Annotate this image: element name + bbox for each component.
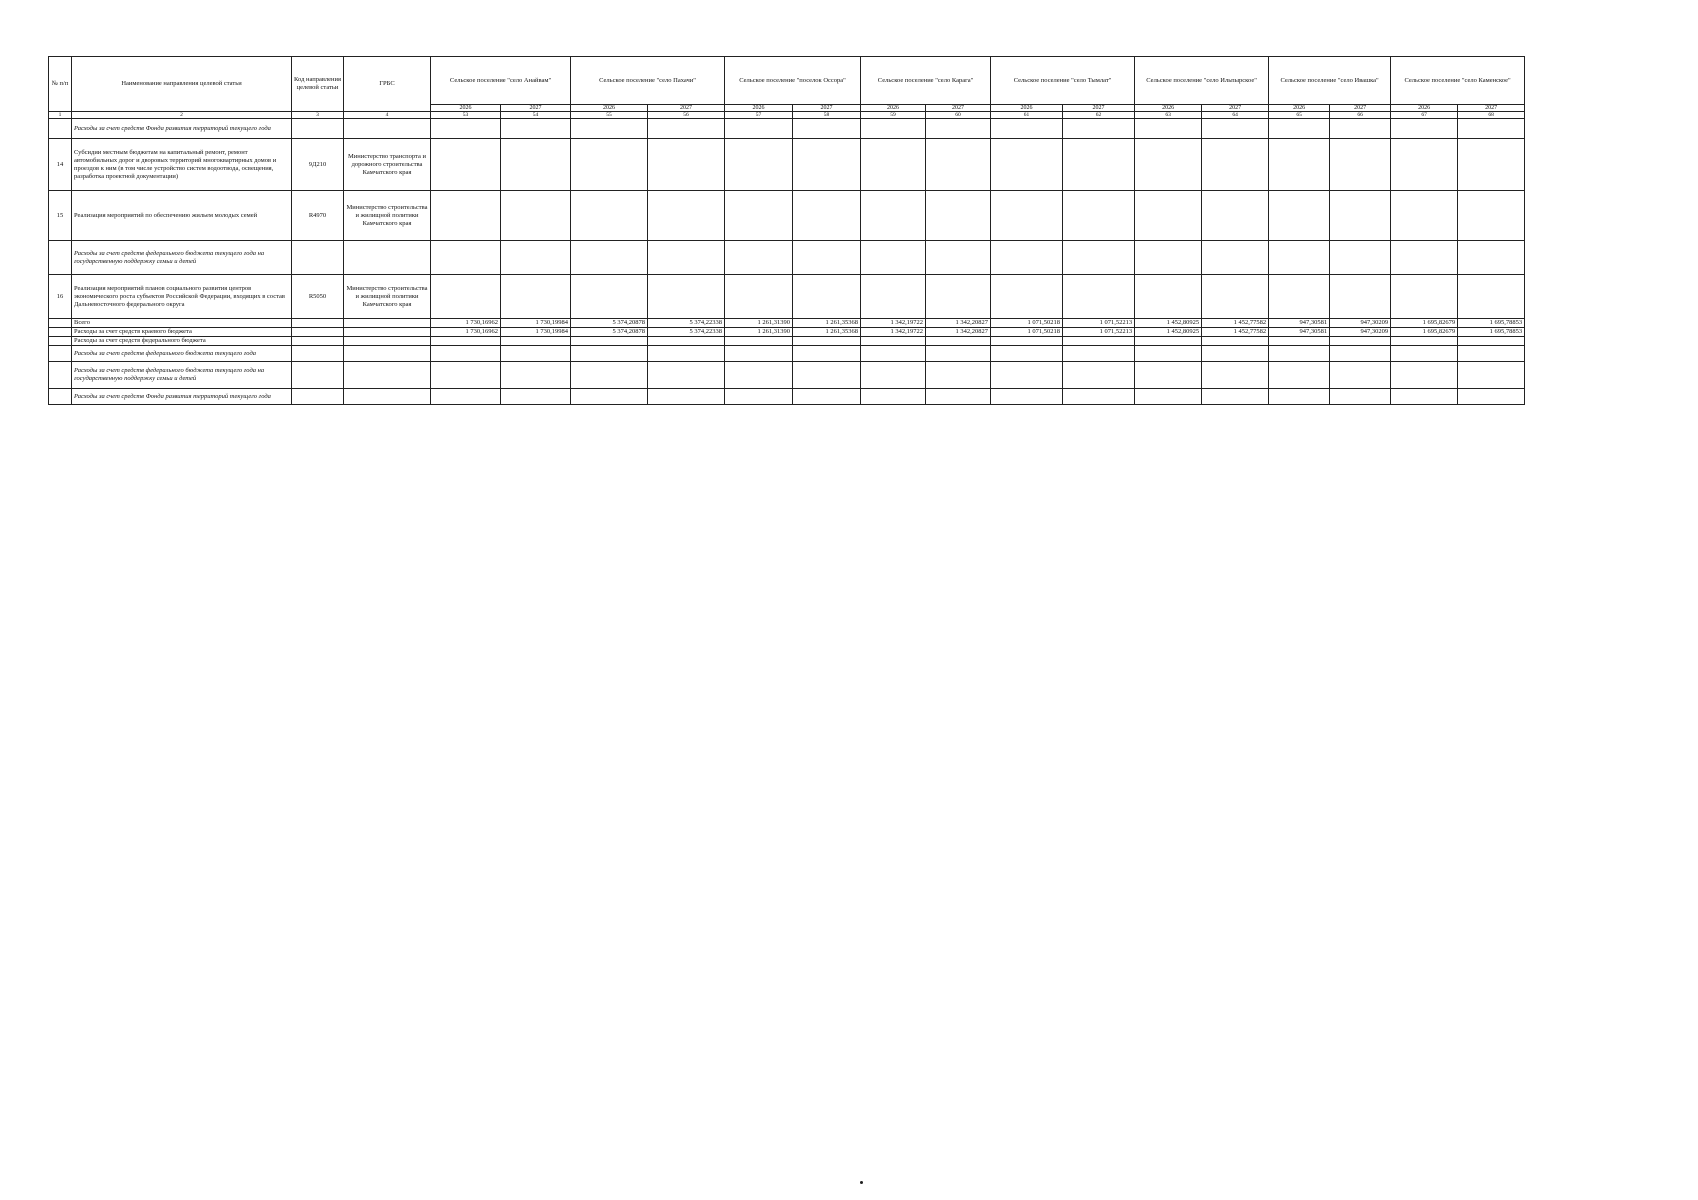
header-year: 2027 — [1458, 105, 1525, 112]
row-value: 1 261,31390 — [725, 319, 793, 328]
row-value — [725, 275, 793, 319]
header-name: Наименование направления целевой статьи — [72, 57, 292, 112]
row-value — [571, 191, 648, 241]
row-value — [1391, 139, 1458, 191]
row-value — [431, 346, 501, 362]
row-code: R5050 — [292, 275, 344, 319]
row-value — [1202, 139, 1269, 191]
row-value: 1 695,82679 — [1391, 328, 1458, 337]
header-index: 68 — [1458, 112, 1525, 119]
row-code — [292, 319, 344, 328]
table-row — [49, 191, 1525, 241]
row-value — [991, 275, 1063, 319]
row-value — [1458, 362, 1525, 389]
row-value — [991, 241, 1063, 275]
header-year: 2027 — [1063, 105, 1135, 112]
row-value — [991, 191, 1063, 241]
header-index: 2 — [72, 112, 292, 119]
row-grbs — [344, 241, 431, 275]
header-settlement: Сельское поселение "село Анайвам" — [431, 57, 571, 105]
row-value — [1202, 346, 1269, 362]
row-name: Субсидии местным бюджетам на капитальный ремонт, ремонт автомобильных дорог и дворовых территорий многоквартирных домов и проездов к ним (в том числе устройство систем водоотвода, освещения, разработка проектной документации) — [72, 139, 292, 191]
row-value — [1391, 337, 1458, 346]
row-value — [991, 389, 1063, 405]
row-value: 1 730,19984 — [501, 319, 571, 328]
row-value — [1330, 191, 1391, 241]
row-value — [725, 119, 793, 139]
row-value — [431, 275, 501, 319]
header-year: 2027 — [793, 105, 861, 112]
row-value: 1 071,52213 — [1063, 328, 1135, 337]
row-value — [1391, 362, 1458, 389]
row-value — [861, 139, 926, 191]
table-row — [49, 241, 1525, 275]
header-year: 2026 — [1269, 105, 1330, 112]
table-row — [49, 275, 1525, 319]
row-value — [861, 389, 926, 405]
row-value — [926, 139, 991, 191]
row-value — [571, 337, 648, 346]
row-value — [725, 362, 793, 389]
row-value: 5 374,22338 — [648, 328, 725, 337]
row-code: R4970 — [292, 191, 344, 241]
header-index: 63 — [1135, 112, 1202, 119]
table-row — [49, 346, 1525, 362]
row-value — [1391, 346, 1458, 362]
row-grbs — [344, 119, 431, 139]
row-value — [1269, 139, 1330, 191]
table-row — [49, 362, 1525, 389]
row-value — [1063, 139, 1135, 191]
page-mark — [860, 1181, 863, 1184]
row-value — [648, 119, 725, 139]
table-row — [49, 389, 1525, 405]
row-value — [926, 191, 991, 241]
row-value: 1 071,50218 — [991, 319, 1063, 328]
row-name: Расходы за счет средств федерального бюджета текущего года — [72, 346, 292, 362]
header-year: 2026 — [1135, 105, 1202, 112]
row-value — [725, 337, 793, 346]
row-value — [501, 241, 571, 275]
header-index: 53 — [431, 112, 501, 119]
row-name: Расходы за счет средств краевого бюджета — [72, 328, 292, 337]
row-value: 1 342,19722 — [861, 328, 926, 337]
row-value — [926, 362, 991, 389]
row-value — [1458, 337, 1525, 346]
row-value — [1063, 346, 1135, 362]
header-year: 2026 — [1391, 105, 1458, 112]
row-grbs — [344, 328, 431, 337]
row-value: 1 730,16962 — [431, 319, 501, 328]
row-name: Расходы за счет средств федерального бюджета текущего года на государственную поддержку семьи и детей — [72, 362, 292, 389]
row-value — [1458, 241, 1525, 275]
row-code — [292, 119, 344, 139]
table-row — [49, 139, 1525, 191]
row-value — [1330, 139, 1391, 191]
row-value — [793, 346, 861, 362]
header-index: 54 — [501, 112, 571, 119]
row-num — [49, 362, 72, 389]
row-value — [1330, 346, 1391, 362]
row-code — [292, 362, 344, 389]
header-settlement: Сельское поселение "село Ильпырское" — [1135, 57, 1269, 105]
table-row — [49, 319, 1525, 328]
header-index: 55 — [571, 112, 648, 119]
row-value — [501, 337, 571, 346]
row-value — [1063, 275, 1135, 319]
row-value — [926, 346, 991, 362]
row-value — [991, 119, 1063, 139]
row-value — [1458, 191, 1525, 241]
row-name: Расходы за счет средств федерального бюджета текущего года на государственную поддержку семьи и детей — [72, 241, 292, 275]
row-value — [1269, 337, 1330, 346]
header-num: № п/п — [49, 57, 72, 112]
header-index: 1 — [49, 112, 72, 119]
row-value — [501, 362, 571, 389]
header-year: 2026 — [571, 105, 648, 112]
header-year: 2026 — [725, 105, 793, 112]
row-value — [1063, 191, 1135, 241]
row-value — [1063, 337, 1135, 346]
row-value: 1 452,80925 — [1135, 328, 1202, 337]
row-value — [571, 275, 648, 319]
row-value — [1135, 337, 1202, 346]
row-value — [1135, 139, 1202, 191]
row-value — [1135, 346, 1202, 362]
header-settlement: Сельское поселение "село Тымлат" — [991, 57, 1135, 105]
header-grbs: ГРБС — [344, 57, 431, 112]
row-value — [571, 389, 648, 405]
row-value: 1 695,78853 — [1458, 328, 1525, 337]
row-value — [926, 337, 991, 346]
row-num — [49, 119, 72, 139]
row-value — [1269, 362, 1330, 389]
row-value — [1391, 119, 1458, 139]
row-value — [501, 191, 571, 241]
header-index: 67 — [1391, 112, 1458, 119]
row-value — [861, 241, 926, 275]
header-settlement: Сельское поселение "село Пахачи" — [571, 57, 725, 105]
header-year: 2026 — [991, 105, 1063, 112]
row-value — [1330, 241, 1391, 275]
row-value — [431, 362, 501, 389]
row-code — [292, 389, 344, 405]
row-num — [49, 337, 72, 346]
row-grbs — [344, 346, 431, 362]
header-year: 2027 — [1330, 105, 1391, 112]
row-num — [49, 241, 72, 275]
row-grbs — [344, 337, 431, 346]
row-value: 1 452,80925 — [1135, 319, 1202, 328]
row-value — [431, 389, 501, 405]
budget-table — [48, 56, 1525, 405]
row-value: 5 374,22338 — [648, 319, 725, 328]
row-value — [1202, 191, 1269, 241]
row-value: 1 342,20827 — [926, 328, 991, 337]
row-value — [1135, 389, 1202, 405]
header-year: 2026 — [431, 105, 501, 112]
row-value: 1 261,31390 — [725, 328, 793, 337]
header-index: 60 — [926, 112, 991, 119]
row-value — [926, 119, 991, 139]
row-value — [648, 139, 725, 191]
row-value — [991, 362, 1063, 389]
row-value: 947,30209 — [1330, 328, 1391, 337]
row-value — [793, 191, 861, 241]
row-value — [1135, 191, 1202, 241]
row-value — [648, 191, 725, 241]
row-value — [861, 275, 926, 319]
row-value — [1391, 191, 1458, 241]
row-value — [861, 191, 926, 241]
row-value — [1135, 362, 1202, 389]
row-value — [1269, 191, 1330, 241]
row-value — [1202, 389, 1269, 405]
row-value — [793, 119, 861, 139]
row-num: 14 — [49, 139, 72, 191]
row-value — [1458, 275, 1525, 319]
row-num — [49, 319, 72, 328]
row-value — [725, 241, 793, 275]
row-value — [1391, 275, 1458, 319]
row-value: 1 730,19984 — [501, 328, 571, 337]
row-value — [1330, 362, 1391, 389]
row-value — [1330, 389, 1391, 405]
row-num: 16 — [49, 275, 72, 319]
row-value — [793, 362, 861, 389]
row-value — [793, 241, 861, 275]
row-value: 947,30581 — [1269, 328, 1330, 337]
row-value: 1 452,77582 — [1202, 328, 1269, 337]
header-index: 65 — [1269, 112, 1330, 119]
row-value — [1202, 275, 1269, 319]
row-value: 947,30209 — [1330, 319, 1391, 328]
row-value — [1063, 389, 1135, 405]
header-index: 66 — [1330, 112, 1391, 119]
row-value: 1 071,50218 — [991, 328, 1063, 337]
row-value — [571, 119, 648, 139]
row-value — [1458, 139, 1525, 191]
header-year: 2026 — [861, 105, 926, 112]
row-value — [501, 139, 571, 191]
row-grbs: Министерство транспорта и дорожного строительства Камчатского края — [344, 139, 431, 191]
row-value — [501, 389, 571, 405]
header-year: 2027 — [1202, 105, 1269, 112]
row-value — [1269, 389, 1330, 405]
row-value: 1 261,35368 — [793, 328, 861, 337]
table-row — [49, 328, 1525, 337]
row-name: Всего — [72, 319, 292, 328]
row-value — [1330, 119, 1391, 139]
header-index: 61 — [991, 112, 1063, 119]
row-value — [571, 346, 648, 362]
row-value — [501, 346, 571, 362]
row-value — [501, 119, 571, 139]
header-index: 3 — [292, 112, 344, 119]
header-index: 58 — [793, 112, 861, 119]
row-value — [1135, 119, 1202, 139]
row-value — [861, 119, 926, 139]
row-value — [793, 389, 861, 405]
row-value — [431, 241, 501, 275]
row-value: 5 374,20878 — [571, 319, 648, 328]
header-settlement: Сельское поселение "село Карага" — [861, 57, 991, 105]
row-value — [1458, 119, 1525, 139]
row-value — [793, 139, 861, 191]
row-value — [431, 119, 501, 139]
row-name: Расходы за счет средств Фонда развития территорий текущего года — [72, 119, 292, 139]
row-value — [1330, 337, 1391, 346]
header-code: Код направления целевой статьи — [292, 57, 344, 112]
row-name: Реализация мероприятий по обеспечению жильем молодых семей — [72, 191, 292, 241]
row-value — [1063, 241, 1135, 275]
row-code: 9Д210 — [292, 139, 344, 191]
row-value — [926, 275, 991, 319]
row-value — [648, 275, 725, 319]
row-value — [725, 346, 793, 362]
row-value — [991, 139, 1063, 191]
row-value: 1 342,19722 — [861, 319, 926, 328]
row-code — [292, 337, 344, 346]
row-value — [861, 346, 926, 362]
row-value: 1 695,82679 — [1391, 319, 1458, 328]
row-value — [926, 241, 991, 275]
row-value — [648, 362, 725, 389]
row-value — [725, 139, 793, 191]
row-value — [991, 337, 1063, 346]
row-value — [648, 337, 725, 346]
row-value — [1330, 275, 1391, 319]
header-year: 2027 — [926, 105, 991, 112]
row-value — [926, 389, 991, 405]
row-code — [292, 241, 344, 275]
row-value — [1063, 362, 1135, 389]
row-value — [1202, 337, 1269, 346]
row-value — [431, 139, 501, 191]
header-index: 56 — [648, 112, 725, 119]
header-index: 62 — [1063, 112, 1135, 119]
row-name: Расходы за счет средств Фонда развития территорий текущего года — [72, 389, 292, 405]
row-value — [1063, 119, 1135, 139]
row-num: 15 — [49, 191, 72, 241]
row-value: 1 730,16962 — [431, 328, 501, 337]
row-value — [1202, 241, 1269, 275]
row-value — [1269, 241, 1330, 275]
header-index: 4 — [344, 112, 431, 119]
row-grbs: Министерство строительства и жилищной политики Камчатского края — [344, 275, 431, 319]
row-value — [431, 191, 501, 241]
row-value — [1135, 275, 1202, 319]
row-value — [648, 241, 725, 275]
row-grbs — [344, 319, 431, 328]
row-value — [1202, 362, 1269, 389]
row-value — [431, 337, 501, 346]
row-grbs — [344, 362, 431, 389]
header-index: 64 — [1202, 112, 1269, 119]
row-value — [501, 275, 571, 319]
header-year: 2027 — [648, 105, 725, 112]
row-value: 1 695,78853 — [1458, 319, 1525, 328]
header-index: 57 — [725, 112, 793, 119]
row-value: 1 342,20827 — [926, 319, 991, 328]
row-num — [49, 328, 72, 337]
row-value — [648, 389, 725, 405]
row-value — [1269, 346, 1330, 362]
row-grbs — [344, 389, 431, 405]
header-year: 2027 — [501, 105, 571, 112]
row-value — [1202, 119, 1269, 139]
row-value — [1391, 241, 1458, 275]
row-value — [571, 241, 648, 275]
row-num — [49, 346, 72, 362]
row-value — [991, 346, 1063, 362]
row-value: 1 071,52213 — [1063, 319, 1135, 328]
row-value: 947,30581 — [1269, 319, 1330, 328]
header-index: 59 — [861, 112, 926, 119]
row-value — [861, 337, 926, 346]
table-row — [49, 337, 1525, 346]
table-row — [49, 119, 1525, 139]
row-value — [1458, 389, 1525, 405]
row-code — [292, 346, 344, 362]
row-value — [861, 362, 926, 389]
row-value — [793, 337, 861, 346]
row-name: Реализация мероприятий планов социального развития центров экономического роста субъектов Российской Федерации, входящих в состав Дальневосточного федерального округа — [72, 275, 292, 319]
header-settlement: Сельское поселение "поселок Оссора" — [725, 57, 861, 105]
row-value — [793, 275, 861, 319]
row-grbs: Министерство строительства и жилищной политики Камчатского края — [344, 191, 431, 241]
row-value — [1458, 346, 1525, 362]
row-value — [571, 362, 648, 389]
row-value — [725, 389, 793, 405]
row-value — [725, 191, 793, 241]
row-value: 1 261,35368 — [793, 319, 861, 328]
budget-sheet — [48, 56, 1525, 405]
row-value — [1269, 119, 1330, 139]
row-name: Расходы за счет средств федерального бюджета — [72, 337, 292, 346]
row-num — [49, 389, 72, 405]
row-value — [1269, 275, 1330, 319]
row-value — [571, 139, 648, 191]
header-settlement: Сельское поселение "село Ивашка" — [1269, 57, 1391, 105]
row-value — [1135, 241, 1202, 275]
row-value — [1391, 389, 1458, 405]
header-settlement: Сельское поселение "село Каменское" — [1391, 57, 1525, 105]
row-value: 5 374,20878 — [571, 328, 648, 337]
row-value: 1 452,77582 — [1202, 319, 1269, 328]
row-code — [292, 328, 344, 337]
row-value — [648, 346, 725, 362]
